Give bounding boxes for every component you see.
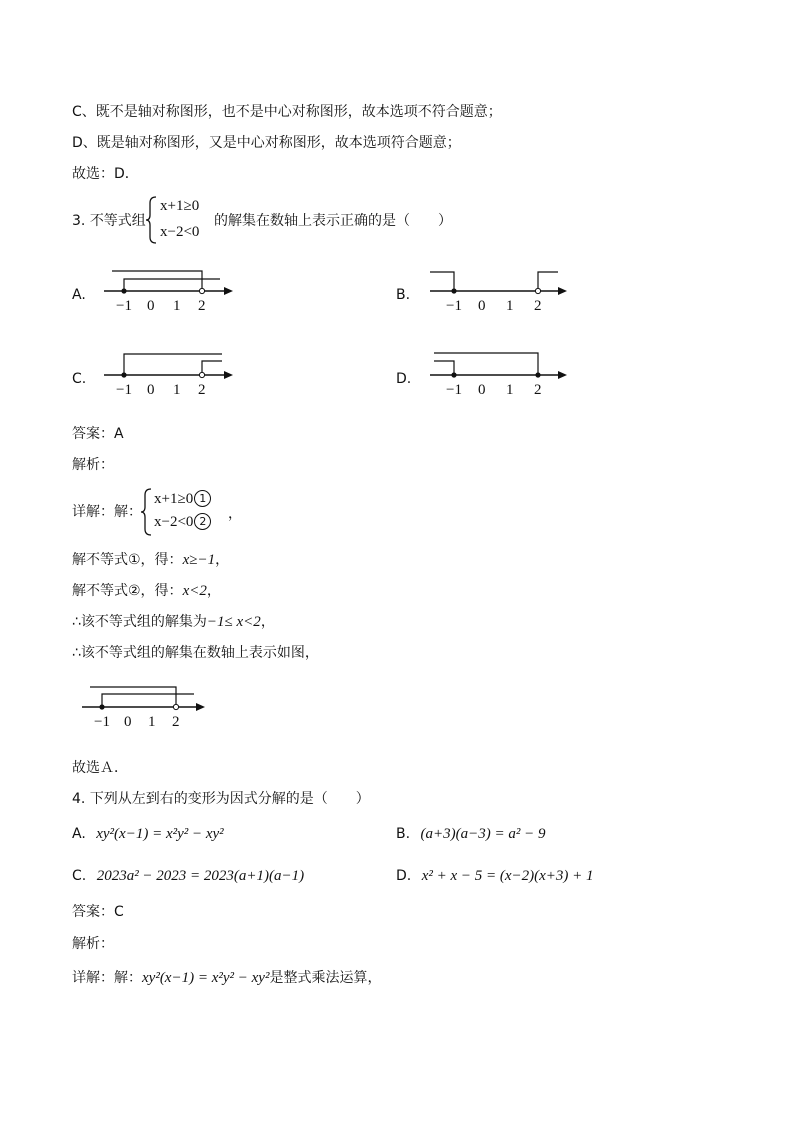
tick-label: −1 xyxy=(116,382,132,398)
ray-right-from-minus1 xyxy=(124,354,222,375)
tick-label: 0 xyxy=(147,382,155,398)
q3-number: 3. xyxy=(72,213,86,229)
option-expression: x² + x − 5 = (x−2)(x+3) + 1 xyxy=(421,868,594,884)
q3-detail-brace xyxy=(139,487,153,537)
q3-option-a-label: A. xyxy=(72,287,86,303)
ray-left-from-2 xyxy=(112,271,202,291)
q3-option-c-label: C. xyxy=(72,371,87,387)
closed-point xyxy=(99,704,104,709)
step-text: 解不等式①，得： xyxy=(72,552,183,568)
q4-detail xyxy=(72,968,381,988)
q3-answer: 答案：A xyxy=(72,426,124,442)
tick-label: 0 xyxy=(147,298,155,314)
tick-label: 1 xyxy=(173,382,181,398)
q3-choice: 故选Ａ． xyxy=(72,760,128,776)
option-expression: 2023a² − 2023 = 2023(a+1)(a−1) xyxy=(96,868,305,884)
tick-label: 2 xyxy=(198,298,206,314)
ray-right-from-2 xyxy=(538,272,558,291)
q3-stem xyxy=(72,211,146,231)
option-label: B. xyxy=(396,826,411,842)
tick-label: −1 xyxy=(446,298,462,314)
q3-inequality-1: x+1≥0 xyxy=(160,198,200,214)
ray-right-from-minus1 xyxy=(102,694,194,707)
step-punct: ， xyxy=(206,583,221,599)
q4-number: 4. xyxy=(72,791,86,807)
detail-expression: xy²(x−1) = x²y² − xy² xyxy=(142,970,270,986)
open-point xyxy=(173,704,178,709)
closed-point xyxy=(451,372,456,377)
detail-label: 详解：解： xyxy=(72,970,142,986)
option-label: A. xyxy=(72,826,86,842)
step-punct: ， xyxy=(260,614,275,630)
step-punct: ， xyxy=(215,552,230,568)
q4-stem xyxy=(72,789,370,809)
tick-label: 0 xyxy=(124,714,132,730)
q3-stem-post: 的解集在数轴上表示正确的是（ ） xyxy=(214,213,452,229)
q3-detail-inequality-2 xyxy=(154,513,211,531)
q3-solution-number-line xyxy=(78,678,218,734)
closed-point xyxy=(535,372,540,377)
ray-left-from-2 xyxy=(434,353,538,375)
ray-right-from-2 xyxy=(202,361,222,375)
q3-step-4: ∴该不等式组的解集在数轴上表示如图， xyxy=(72,645,319,661)
tick-label: 2 xyxy=(198,382,206,398)
q3-analysis-label: 解析： xyxy=(72,457,114,473)
tick-label: 0 xyxy=(478,298,486,314)
prev-choice: 故选：D． xyxy=(72,166,139,182)
q3-step-1 xyxy=(72,550,229,570)
option-expression: (a+3)(a−3) = a² − 9 xyxy=(420,826,546,842)
closed-point xyxy=(121,288,126,293)
q3-detail-comma: ， xyxy=(228,506,242,522)
axis-arrow xyxy=(224,371,233,379)
tick-label: 0 xyxy=(478,382,486,398)
tick-label: 2 xyxy=(534,298,542,314)
tick-label: −1 xyxy=(94,714,110,730)
tick-label: 1 xyxy=(148,714,156,730)
inequality-text: x−2<0 xyxy=(154,514,194,530)
q4-option-b xyxy=(396,824,545,844)
step-text: ∴该不等式组的解集为 xyxy=(72,614,207,630)
tick-label: −1 xyxy=(446,382,462,398)
open-point xyxy=(199,288,204,293)
q3-step-3 xyxy=(72,612,275,632)
ray-left-from-minus1 xyxy=(430,272,454,291)
q3-option-d-label: D. xyxy=(396,371,412,387)
inequality-text: x+1≥0 xyxy=(154,491,194,507)
q4-option-c xyxy=(72,866,304,886)
q4-answer: 答案：C xyxy=(72,904,124,920)
q3-option-b-label: B. xyxy=(396,287,411,303)
ray-left-from-2 xyxy=(90,687,176,707)
ray-left-from-minus1 xyxy=(434,361,454,375)
option-label: D. xyxy=(396,868,412,884)
tick-label: 1 xyxy=(506,298,514,314)
q4-option-a xyxy=(72,824,224,844)
axis-arrow xyxy=(196,703,205,711)
circled-number-2: 2 xyxy=(194,513,211,530)
step-math: x<2 xyxy=(182,583,207,599)
tick-label: 2 xyxy=(534,382,542,398)
q3-stem-pre: 不等式组 xyxy=(89,213,146,229)
q3-option-c-number-line xyxy=(100,346,240,402)
step-text: 解不等式②，得： xyxy=(72,583,183,599)
q4-stem-text: 下列从左到右的变形为因式分解的是（ ） xyxy=(89,791,370,807)
axis-arrow xyxy=(558,287,567,295)
axis-arrow xyxy=(558,371,567,379)
q3-step-2 xyxy=(72,581,221,601)
q3-option-d-number-line xyxy=(426,346,576,402)
step-math: −1≤ x<2 xyxy=(206,614,261,630)
q4-option-d xyxy=(396,866,594,886)
closed-point xyxy=(451,288,456,293)
q3-detail-inequality-1 xyxy=(154,490,211,508)
open-point xyxy=(535,288,540,293)
step-math: x≥−1 xyxy=(182,552,216,568)
prev-option-c-explanation: C、既不是轴对称图形，也不是中心对称图形，故本选项不符合题意； xyxy=(72,104,502,120)
q3-option-a-number-line xyxy=(100,262,240,318)
detail-text: 是整式乘法运算， xyxy=(269,970,382,986)
tick-label: 1 xyxy=(173,298,181,314)
q3-inequality-2: x−2<0 xyxy=(160,224,200,240)
closed-point xyxy=(121,372,126,377)
option-label: C. xyxy=(72,868,87,884)
q3-system-brace xyxy=(144,195,158,245)
ray-right-from-minus1 xyxy=(124,279,220,291)
option-expression: xy²(x−1) = x²y² − xy² xyxy=(96,826,224,842)
prev-option-d-explanation: D、既是轴对称图形，又是中心对称图形，故本选项符合题意； xyxy=(72,135,461,151)
tick-label: 1 xyxy=(506,382,514,398)
q3-detail-label: 详解：解： xyxy=(72,504,142,520)
circled-number-1: 1 xyxy=(194,490,211,507)
axis-arrow xyxy=(224,287,233,295)
tick-label: 2 xyxy=(172,714,180,730)
q3-option-b-number-line xyxy=(426,262,576,318)
q4-analysis-label: 解析： xyxy=(72,936,114,952)
tick-label: −1 xyxy=(116,298,132,314)
open-point xyxy=(199,372,204,377)
